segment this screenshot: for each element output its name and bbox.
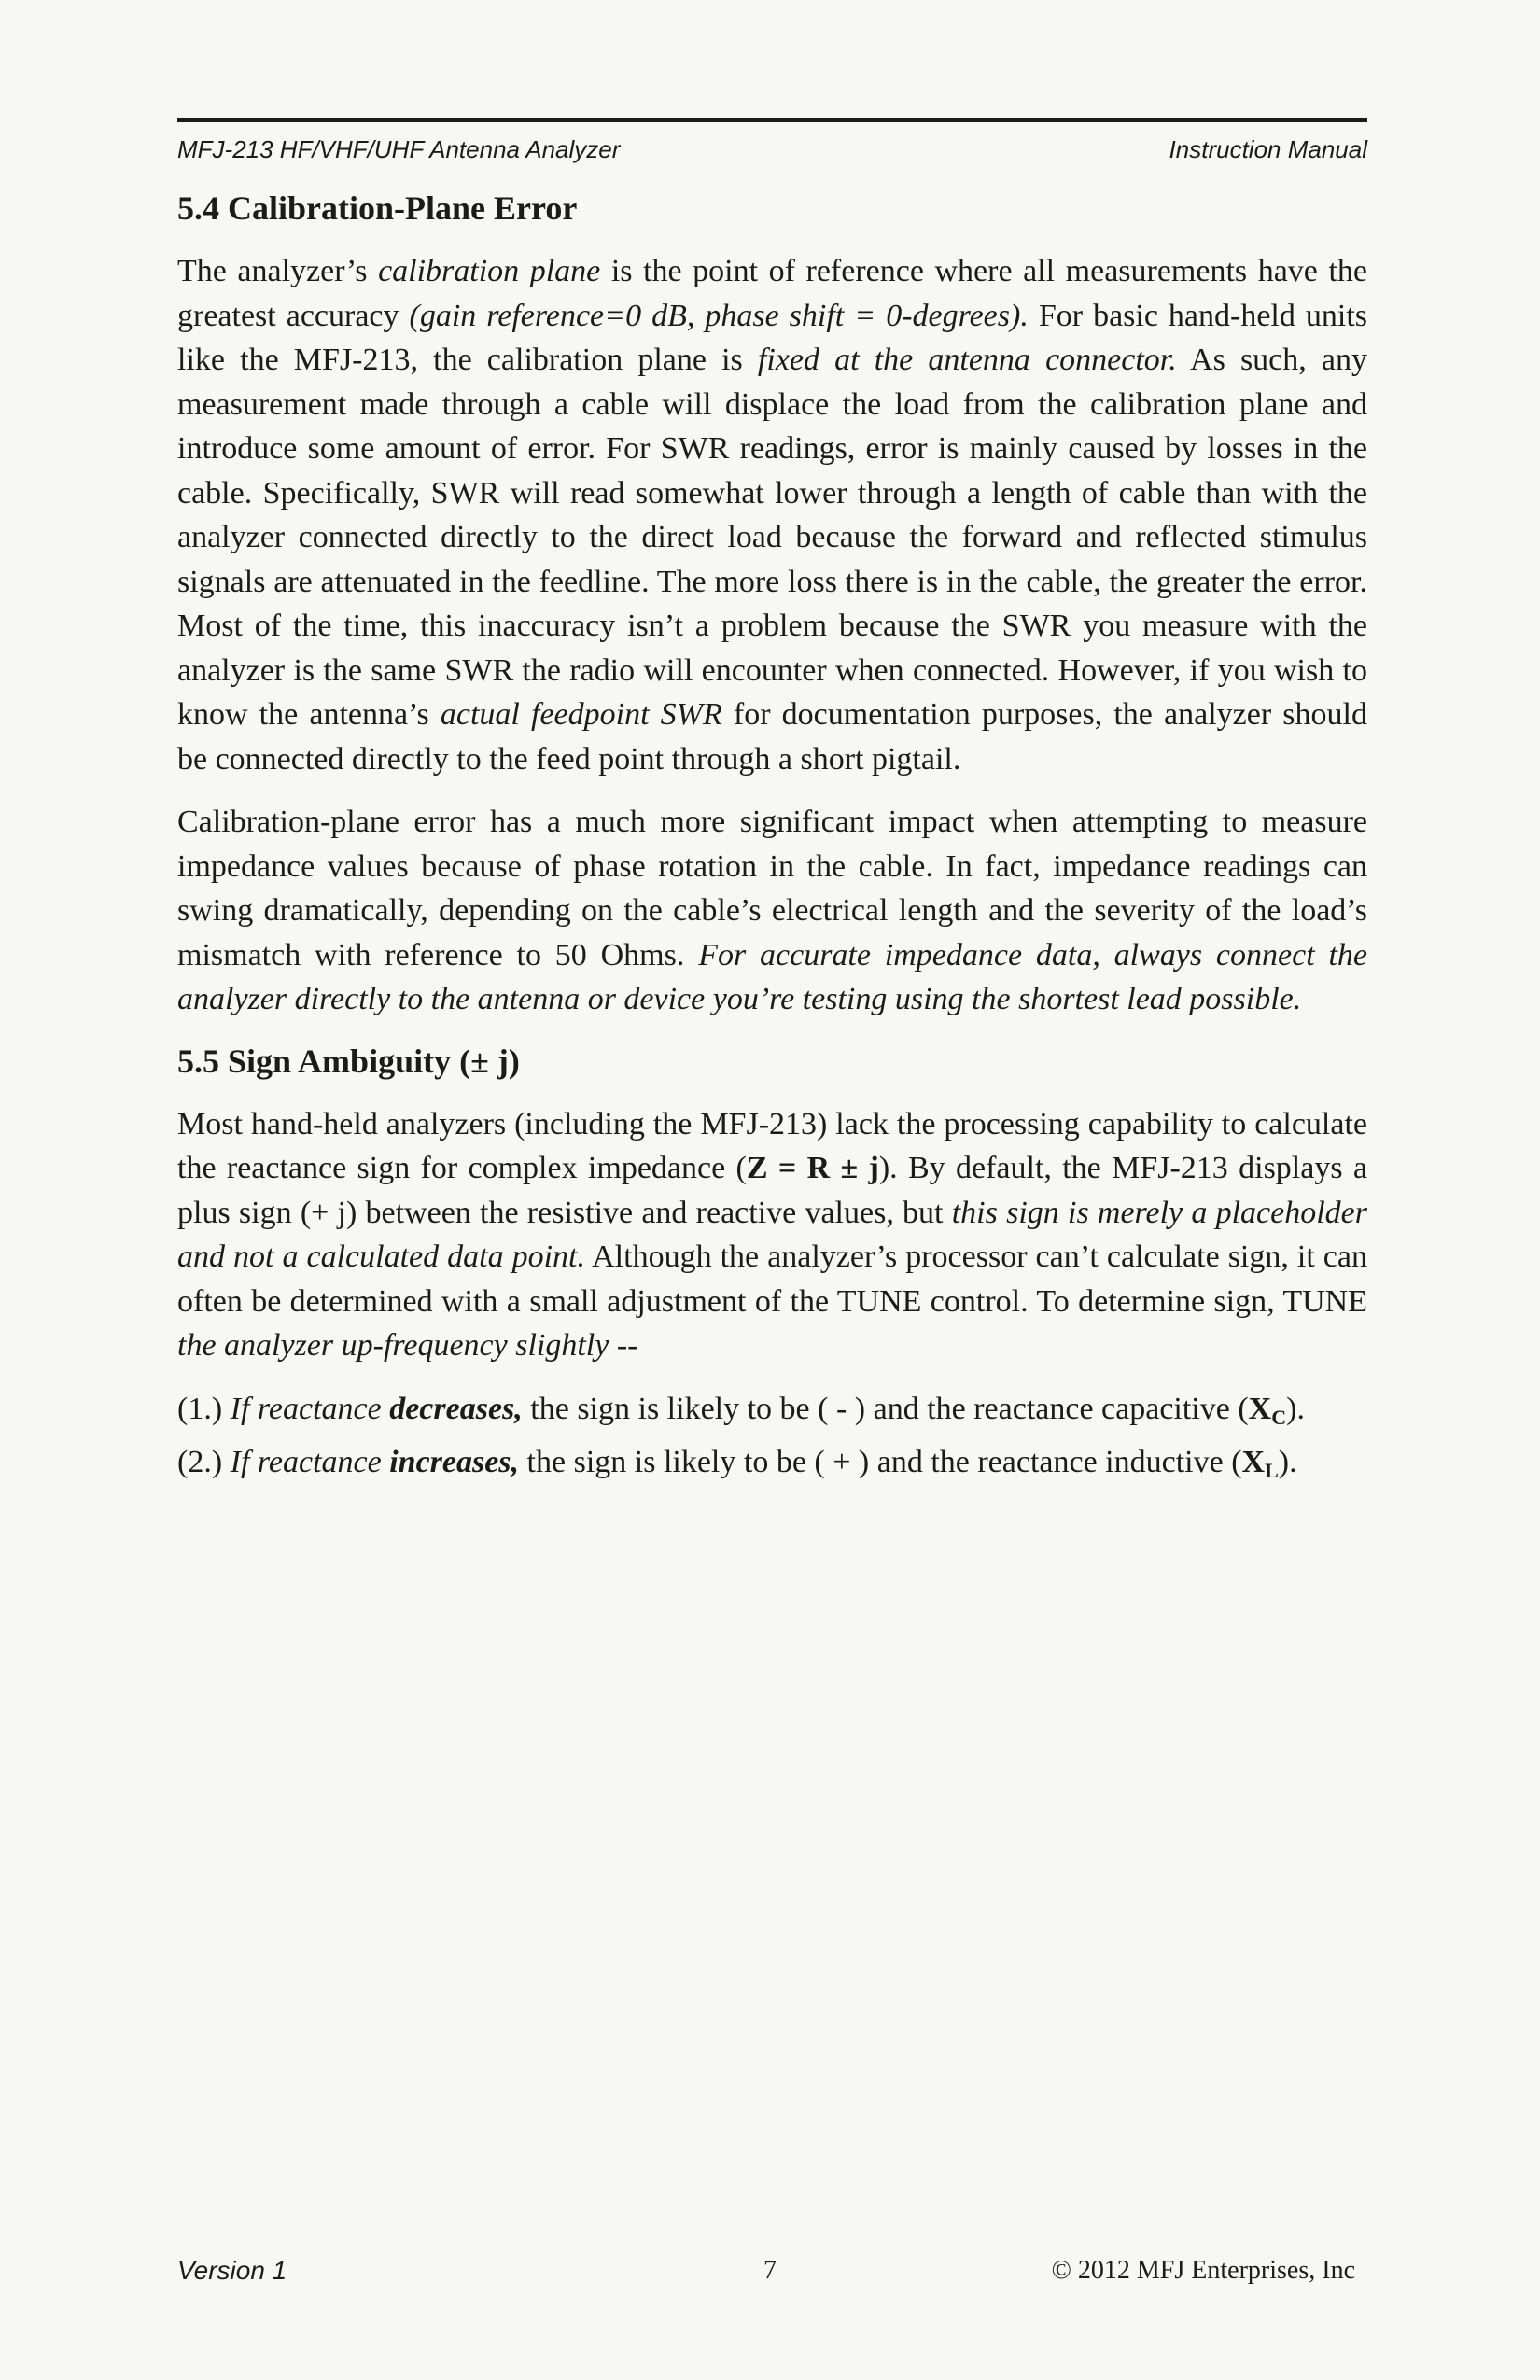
paragraph-impedance-error: Calibration-plane error has a much more significant impact when attempting to measure impedance values because of phase rotation in the cable. In fact, impedance readings can swing dramatically, depending on the cable’s electrical length and the severity of the load’s mismatch with reference to 50 Ohms. For accurate impedance data, always connect the analyzer directly to the antenna or device you’re testing using the shortest lead possible. [177,805,1367,1016]
page-footer [177,2255,1355,2287]
section-heading-calibration-plane-error: 5.4 Calibration-Plane Error [177,189,578,227]
list-item-reactance-increases: (2.) If reactance increases, the sign is likely to be ( + ) and the reactance inductive $(X_L)$. [177,1445,1297,1482]
header-rule [177,118,1367,122]
list-item-reactance-decreases: (1.) If reactance decreases, the sign is likely to be ( - ) and the reactance capacitive $(X_C)$. [177,1391,1305,1429]
section-heading-sign-ambiguity: 5.5 Sign Ambiguity (± j) [177,1042,520,1080]
page-header [177,135,1367,163]
header-manual-label: Instruction Manual [1169,135,1367,163]
footer-version: Version 1 [177,2256,287,2285]
footer-page-number: 7 [763,2256,777,2285]
manual-page [177,118,1367,1494]
footer-copyright: © 2012 MFJ Enterprises, Inc [1051,2256,1355,2285]
header-title: MFJ-213 HF/VHF/UHF Antenna Analyzer [177,135,621,163]
paragraph-sign-ambiguity: Most hand-held analyzers (including the MFJ-213) lack the processing capability to calculate the reactance sign for complex impedance (Z = R ± j). By default, the MFJ-213 displays a plus sign (+ j) between the resistive and reactive values, but this sign is merely a placeholder and not a calculated data point. Although the analyzer’s processor can’t calculate sign, it can often be determined with a small adjustment of the TUNE control. To determine sign, TUNE the analyzer up-frequency slightly -- [177,1106,1368,1363]
paragraph-calibration-plane: The analyzer’s calibration plane is the point of reference where all measurements have the greatest accuracy (gain reference=0 dB, phase shift = 0-degrees). For basic hand-held units like the MFJ-213, the calibration plane is fixed at the antenna connector. As such, any measurement made through a cable will displace the load from the calibration plane and introduce some amount of error. For SWR readings, error is mainly caused by losses in the cable. Specifically, SWR will read somewhat lower through a length of cable than with the analyzer connected directly to the direct load because the forward and reflected stimulus signals are attenuated in the feedline. The more loss there is in the cable, the greater the error. Most of the time, this inaccuracy isn’t a problem because the SWR you measure with the analyzer is the same SWR the radio will encounter when connected. However, if you wish to know the antenna’s actual feedpoint SWR for documentation purposes, the analyzer should be connected directly to the feed point through a short pigtail. [177,254,1368,777]
